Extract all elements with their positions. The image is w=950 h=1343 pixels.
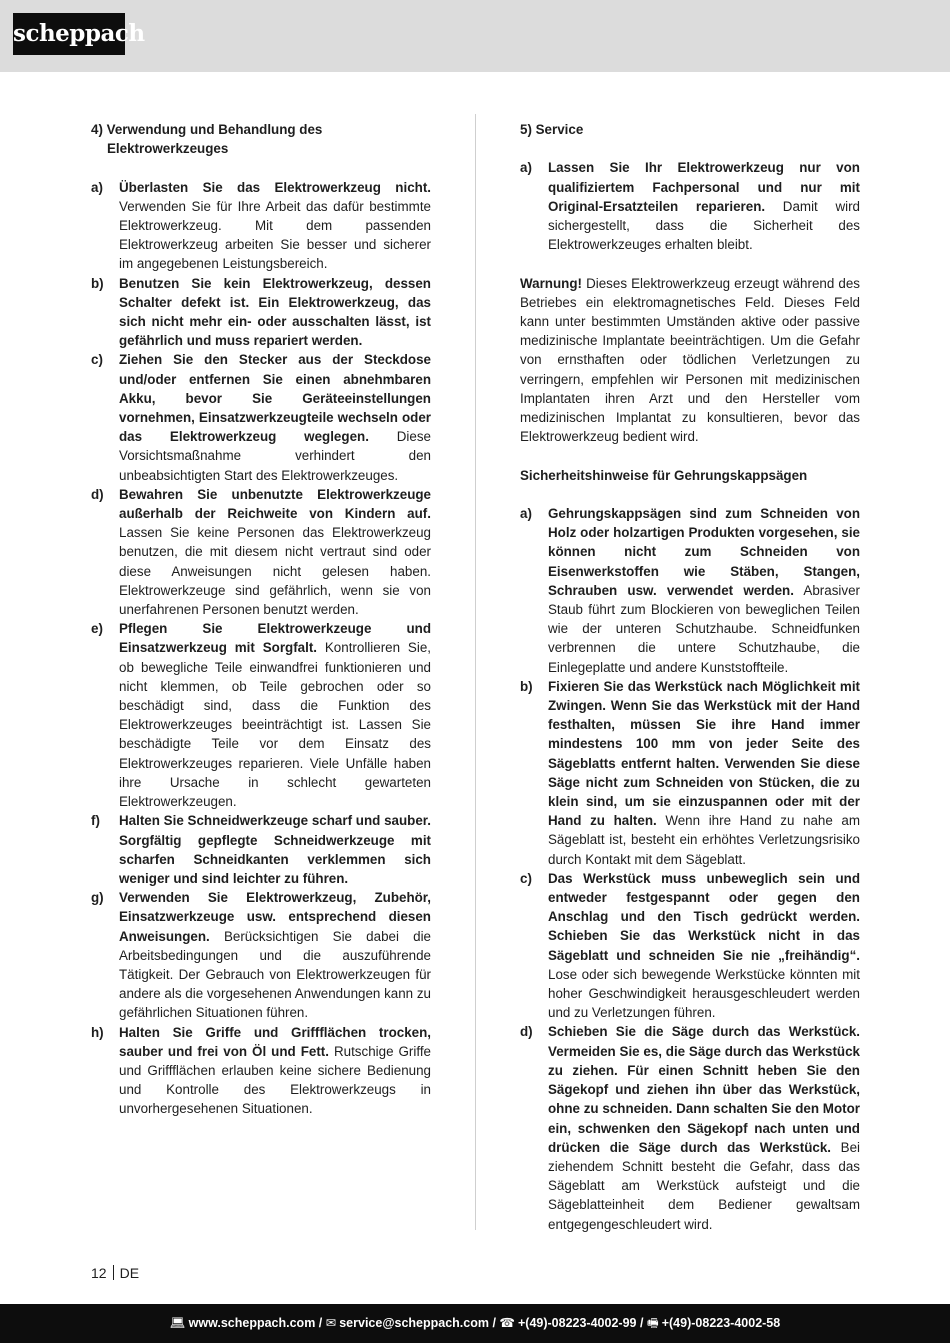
item-text: Bei ziehendem Schnitt besteht die Gefahr, dass das Sägeblatt am Werkstück aufsteigt und die Sägeblatteinheit dem Bediener gewaltsam entgegengeschleudert wird. [548, 1139, 860, 1232]
contact-bar [0, 1304, 950, 1343]
phone-number: +(49)-08223-4002-99 [517, 1316, 637, 1330]
section-heading-safety: Sicherheitshinweise für Gehrungskappsägen [520, 467, 808, 483]
item-label: b) [91, 275, 104, 291]
contact-separator: / [636, 1316, 647, 1330]
contact-separator: / [315, 1316, 326, 1330]
page-number [91, 1265, 139, 1281]
item-bold-text: Verwenden Sie Elektrowerkzeug, Zubehör, Einsatzwerkzeuge usw. entsprechend diesen Anweisungen. [119, 890, 431, 944]
usage-item [91, 811, 431, 888]
fax-icon: 🖷︎ [646, 1316, 659, 1330]
item-label: h) [91, 1024, 104, 1040]
web-link[interactable]: www.scheppach.com [188, 1316, 316, 1330]
item-text: Wenn ihre Hand zu nahe am Sägeblatt ist, besteht ein erhöhtes Verletzungsrisiko durch Kontakt mit dem Sägeblatt. [548, 813, 861, 867]
item-text: Abrasiver Staub führt zum Blockieren von beweglichen Teilen wie der unteren Schutzhaube. Schneidfunken verbrennen die untere Schutzhaube, die Einlegeplatte und andere Kunststoffteile. [548, 582, 860, 675]
item-text: Lassen Sie keine Personen das Elektrowerkzeug benutzen, die mit diesem nicht vertraut sind oder diese Anweisungen nicht gelesen haben. Elektrowerkzeuge sind gefährlich, wenn sie von unerfahrenen Personen benutzt werden. [119, 525, 431, 618]
warning-paragraph [520, 274, 860, 447]
item-label: b) [520, 678, 533, 694]
page-language: DE [119, 1265, 140, 1281]
fax-number: +(49)-08223-4002-58 [661, 1316, 781, 1330]
section-heading-usage: 4) Verwendung und Behandlung des Elektrowerkzeuges [91, 122, 323, 157]
item-label: d) [520, 1024, 533, 1040]
usage-item [91, 1023, 431, 1119]
section-heading-service: 5) Service [520, 122, 584, 137]
usage-item [91, 888, 431, 1022]
warning-label: Warnung! [520, 275, 582, 291]
item-bold-text: Das Werkstück muss unbeweglich sein und entweder festgespannt oder gegen den Anschlag und den Tisch gedrückt werden. Schieben Sie das Werkstück nicht in das Sägeblatt und schneiden Sie nie „freihändig“. [548, 870, 860, 963]
left-column [91, 120, 431, 1119]
service-list [520, 158, 860, 254]
item-label: d) [91, 486, 104, 502]
item-label: a) [520, 160, 532, 176]
usage-list [91, 178, 431, 1119]
page-number-separator [113, 1265, 114, 1280]
item-bold-text: Halten Sie Griffe und Griffflächen trocken, sauber und frei von Öl und Fett. [119, 1024, 431, 1059]
right-column [520, 120, 860, 1234]
item-text: Berücksichtigen Sie dabei die Arbeitsbedingungen und die auszuführende Tätigkeit. Der Gebrauch von Elektrowerkzeugen für andere als die vorgesehenen Anwendungen kann zu gefährlichen Situationen führen. [119, 928, 431, 1021]
item-label: a) [91, 179, 103, 195]
phone-icon: ☎︎ [499, 1316, 515, 1330]
usage-item [91, 178, 431, 274]
item-text: Rutschige Griffe und Griffflächen erlauben keine sichere Bedienung und Kontrolle des Elektrowerkzeugs in unvorhergesehenen Situationen. [119, 1043, 432, 1117]
item-bold-text: Überlasten Sie das Elektrowerkzeug nicht. [119, 179, 431, 195]
item-label: a) [520, 506, 532, 521]
header-band [0, 0, 950, 72]
usage-item [91, 274, 431, 351]
item-text: Lose oder sich bewegende Werkstücke könnten mit hoher Geschwindigkeit herausgeschleudert werden und zu Verletzungen führen. [548, 966, 860, 1021]
item-label: f) [91, 813, 100, 829]
item-label: e) [91, 621, 103, 637]
item-bold-text: Bewahren Sie unbenutzte Elektrowerkzeuge außerhalb der Reichweite von Kindern auf. [119, 486, 431, 522]
page-number-value: 12 [91, 1265, 107, 1281]
item-text: Kontrollieren Sie, ob bewegliche Teile einwandfrei funktionieren und nicht klemmen, ob Teile gebrochen oder so beschädigt sind, dass die Funktion des Elektrowerkzeuges beeinträchtigt ist. Lassen Sie beschädigte Teile vor dem Einsatz des Elektrowerkzeuges reparieren. Viele Unfälle haben ihre Ursache in schlecht gewarteten Elektrowerkzeugen. [119, 640, 431, 810]
usage-item [91, 619, 431, 811]
item-bold-text: Ziehen Sie den Stecker aus der Steckdose und/oder entfernen Sie einen abnehmbaren Akku, bevor Sie Geräteeinstellungen vornehmen, Einsatzwerkzeugteile wechseln oder das Elektrowerkzeug weglegen. [119, 352, 431, 445]
email-link[interactable]: service@scheppach.com [339, 1316, 489, 1330]
usage-item [91, 485, 431, 619]
computer-icon: 💻︎ [169, 1316, 186, 1330]
item-bold-text: Halten Sie Schneidwerkzeuge scharf und sauber. Sorgfältig gepflegte Schneidwerkzeuge mit scharfen Schneidkanten verklemmen sich weniger und sind leichter zu führen. [119, 813, 431, 886]
safety-item [520, 504, 860, 677]
column-divider [475, 114, 476, 1230]
item-bold-text: Pflegen Sie Elektrowerkzeuge und Einsatzwerkzeug mit Sorgfalt. [119, 621, 431, 656]
item-text: Damit wird sichergestellt, dass die Sicherheit des Elektrowerkzeuges erhalten bleibt. [548, 198, 860, 253]
contact-separator: / [488, 1316, 500, 1330]
item-label: c) [91, 352, 103, 368]
item-text: Verwenden Sie für Ihre Arbeit das dafür bestimmte Elektrowerkzeug. Mit dem passenden Elektrowerkzeug arbeiten Sie besser und sicherer im angegebenen Leistungsbereich. [119, 198, 431, 272]
safety-item [520, 869, 860, 1023]
service-item [520, 158, 860, 254]
scheppach-logo: scheppach [13, 13, 125, 55]
safety-item [520, 677, 860, 869]
safety-item [520, 1022, 860, 1233]
item-bold-text: Lassen Sie Ihr Elektrowerkzeug nur von qualifiziertem Fachpersonal und nur mit Original-Ersatzteilen reparieren. [548, 160, 860, 214]
item-bold-text: Benutzen Sie kein Elektrowerkzeug, dessen Schalter defekt ist. Ein Elektrowerkzeug, das sich nicht mehr ein- oder ausschalten lässt, ist gefährlich und muss repariert werden. [119, 275, 431, 349]
mail-icon: ✉︎ [325, 1316, 337, 1330]
usage-item [91, 350, 431, 484]
item-label: c) [520, 870, 532, 886]
item-text: Diese Vorsichtsmaßnahme verhindert den unbeabsichtigten Start des Elektrowerkzeuges. [119, 429, 431, 483]
warning-text: Dieses Elektrowerkzeug erzeugt während des Betriebes ein elektromagnetisches Feld. Dieses Feld kann unter bestimmten Umständen aktive oder passive medizinische Implantate beeinträchtigen. Um die Gefahr von ernsthaften oder tödlichen Verletzungen zu verringern, empfehlen wir Personen mit medizinischen Implantaten ihren Arzt und den Hersteller vom medizinischen Implantat zu konsultieren, bevor das Elektrowerkzeug bedient wird. [520, 275, 860, 445]
item-bold-text: Schieben Sie die Säge durch das Werkstück. Vermeiden Sie es, die Säge durch das Werkstück zu ziehen. Für einen Schnitt heben Sie den Sägekopf und ziehen ihn über das Werkstück, ohne zu schneiden. Dann schalten Sie den Motor ein, schwenken den Sägekopf nach unten und drücken die Säge durch das Werkstück. [548, 1024, 860, 1155]
item-label: g) [91, 890, 104, 906]
item-bold-text: Fixieren Sie das Werkstück nach Möglichkeit mit Zwingen. Wenn Sie das Werkstück mit der Hand festhalten, müssen Sie ihre Hand immer mindestens 100 mm von jeder Seite des Sägeblatts entfernt halten. Verwenden Sie diese Säge nicht zum Schneiden von Stücken, die zu klein sind, um sie einzuspannen oder mit der Hand zu halten. [548, 678, 860, 829]
safety-list [520, 504, 860, 1234]
item-bold-text: Gehrungskappsägen sind zum Schneiden von Holz oder holzartigen Produkten vorgesehen, sie können nicht zum Schneiden von Eisenwerkstoffen wie Stäben, Stangen, Schrauben usw. verwendet werden. [548, 506, 860, 598]
